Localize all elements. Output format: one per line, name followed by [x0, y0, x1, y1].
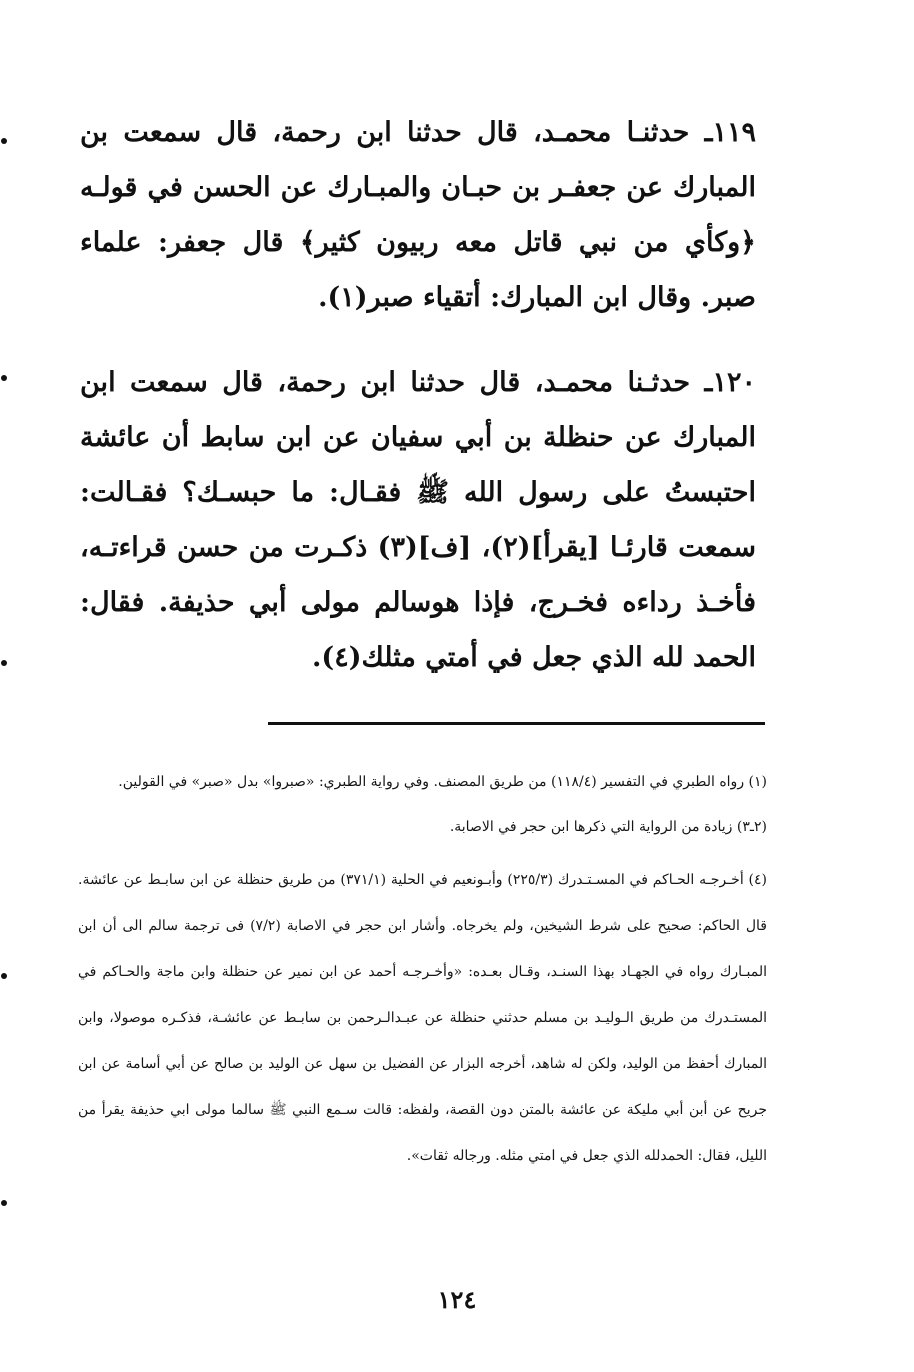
margin-dot — [1, 660, 7, 666]
margin-dot — [1, 973, 7, 979]
margin-dot — [1, 375, 7, 381]
footnote-2-3: (٢ـ٣) زيادة من الرواية التي ذكرها ابن حجر في الاصابة. — [449, 819, 767, 835]
footnote-1: (١) رواه الطبري في التفسير (١١٨/٤) من طريق المصنف. وفي رواية الطبري: «صبروا» بدل «صبر» في القولين. — [118, 774, 767, 790]
margin-dot — [1, 138, 7, 144]
footnote-separator — [268, 722, 765, 725]
page-number: ١٢٤ — [437, 1285, 477, 1314]
hadith-120 — [80, 355, 756, 685]
footnote-4: (٤) أخـرجـه الحـاكم في المسـتـدرك (٢٢٥/٣) وأبـونعيم في الحلية (٣٧١/١) من طريق حنظلة عن ابن سابـط عن عائشة. قال الحاكم: صحيح على شرط الشيخين، ولم يخرجاه. وأشار ابن حجر في الاصابة (٧/٢) فى ترجمة سالم الى أن ابن المبـارك رواه في الجهـاد بهذا السنـد، وقـال بعـده: «وأخـرجـه أحمد عن ابن نمير عن حنظلة وابن ماجة والحـاكم في المستـدرك من طريق الـوليـد بن مسلم حدثني حنظلة عن عبـدالـرحمن بن سابـط عن عائشـة، فذكـره موصولا، وابن المبارك أحفظ من الوليد، ولكن له شاهد، أخرجه البزار عن الفضيل بن سهل عن الوليد بن صالح عن أبي أسامة عن ابن جريح عن أبن أبي مليكة عن عائشة بالمتن دون القصة، ولفظه: قالت سـمع النبي ﷺ سالما مولى ابي حذيفة يقرأ من الليل، فقال: الحمدلله الذي جعل في امتي مثله. ورجاله ثقات». — [78, 872, 767, 1164]
footnotes-block — [78, 765, 767, 1179]
margin-dot — [1, 1200, 7, 1206]
hadith-120-text: ١٢٠ـ حدثـنا محمـد، قال حدثنا ابن رحمة، قال سمعت ابن المبارك عن حنظلة بن أبي سفيان عن ابن سابط أن عائشة احتبستُ على رسول الله ﷺ فقـال: ما حبسـك؟ فقـالت: سمعت قارئـا [يقرأ](٢)، [ف](٣) ذكـرت من حسن قراءتـه، فأخـذ رداءه فخـرج، فإذا هوسالم مولى أبي حذيفة. فقال: الحمد لله الذي جعل في أمتي مثلك(٤). — [80, 367, 756, 673]
hadith-119 — [80, 105, 756, 325]
hadith-119-text: ١١٩ـ حدثنـا محمـد، قال حدثنا ابن رحمة، قال سمعت بن المبارك عن جعفـر بن حبـان والمبـارك عن الحسن في قولـه ﴿وكأي من نبي قاتل معه ربيون كثير﴾ قال جعفر: علماء صبر. وقال ابن المبارك: أتقياء صبر(١). — [80, 117, 756, 313]
